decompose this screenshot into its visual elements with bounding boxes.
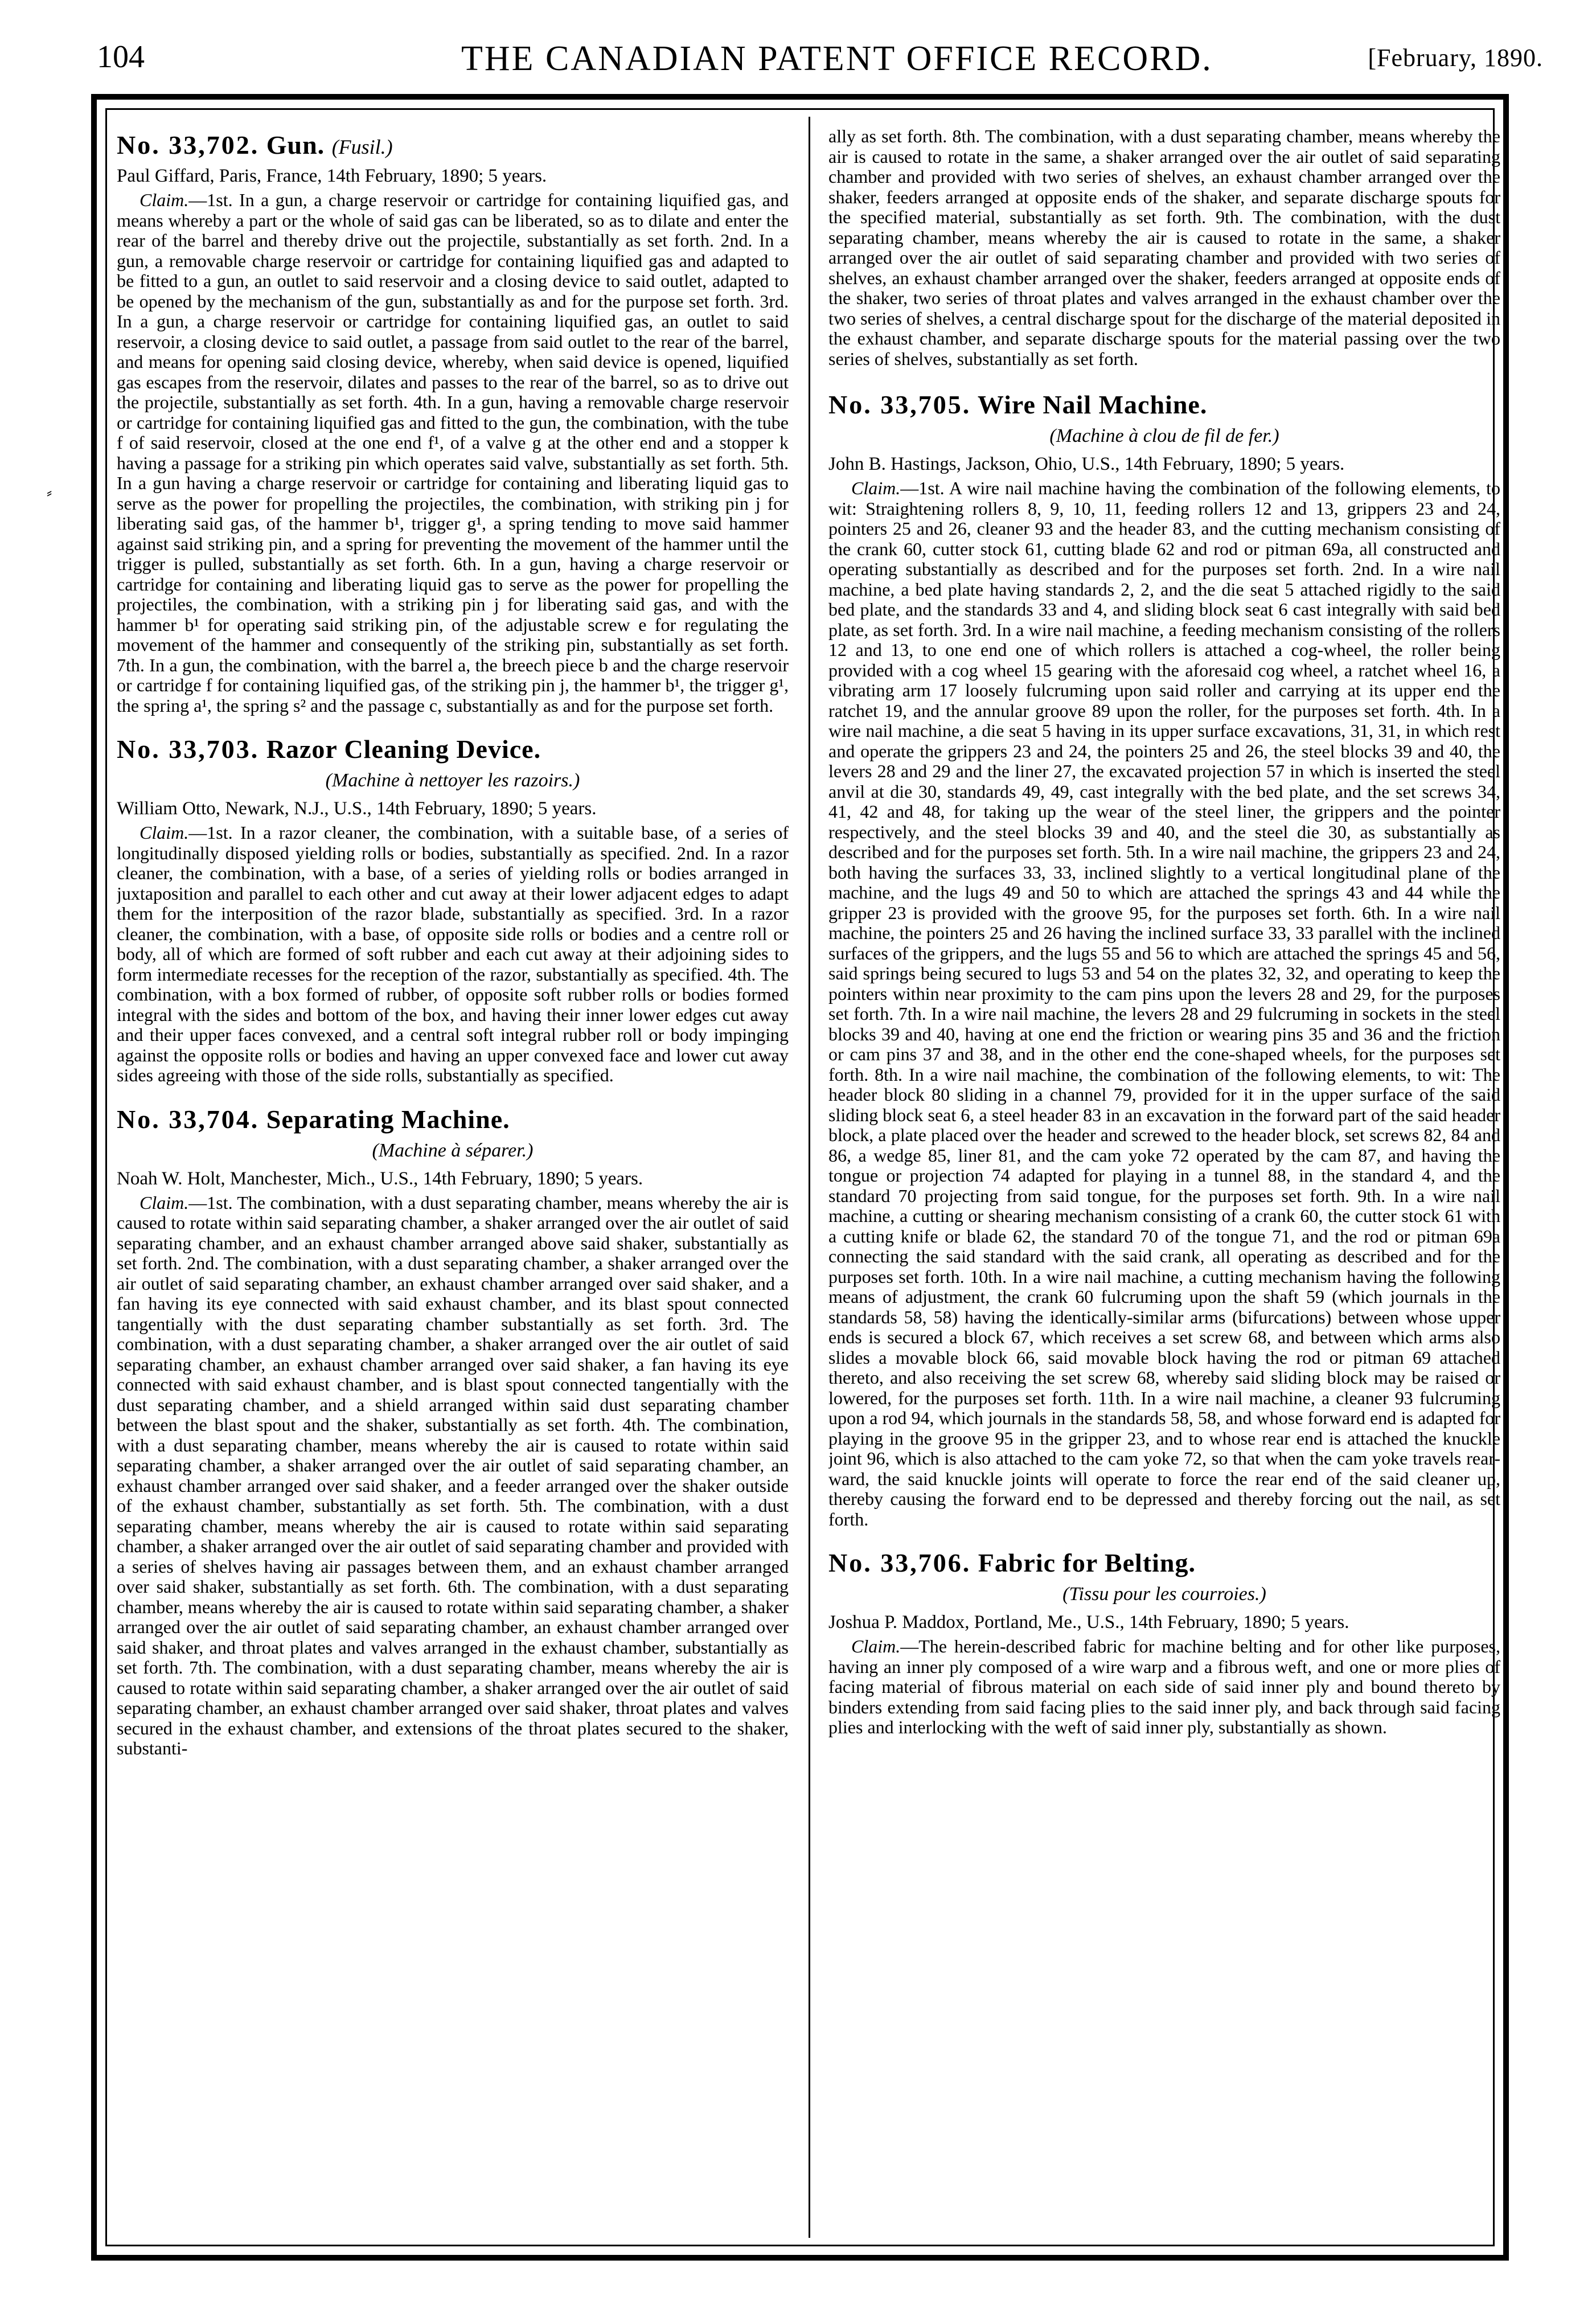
margin-mark: ⸗ <box>47 483 52 502</box>
patent-inventor: John B. Hastings, Jackson, Ohio, U.S., 14th February, 1890; 5 years. <box>828 454 1345 474</box>
claim-text: —The herein-described fabric for machine belting and for other like purposes, having an inner ply composed of a wire warp and a fibrous weft, and one or more plies of facing material of fibrous material on each side of said inner ply and bound thereto by binders extending from said facing plies to the said inner ply, and back through said facing plies and interlocking with the weft of said inner ply, substantially as shown. <box>828 1636 1500 1737</box>
patent-title: Wire Nail Machine. <box>977 390 1208 419</box>
patent-claims <box>117 190 789 716</box>
patent-entry-33703 <box>117 734 789 1086</box>
patent-title: Separating Machine. <box>266 1104 510 1134</box>
patent-french-title: (Machine à clou de fil de fer.) <box>1049 425 1279 446</box>
patent-33704-continuation: ally as set forth. 8th. The combination, with a dust separating chamber, means whereby the air is caused to rotate in the same, a shaker arranged over the air outlet of said separating chamber and provided with two series of shelves, an exhaust chamber arranged over the shaker, feeders arranged at opposite ends of the shaker, and separate discharge spouts for the specified material, substantially as set forth. 9th. The combination, with the dust separating chamber, means whereby the air is caused to rotate in the same, a shaker arranged over the air outlet of said separating chamber and provided with two series of shelves, an exhaust chamber arranged over the shaker, feeders arranged at opposite ends of the shaker, two series of throat plates and valves arranged in the exhaust chamber over the two series of shelves, a central discharge spout for the discharge of the material deposited in the exhaust chamber, and separate discharge spouts for the material passing over the two series of shelves, substantially as set forth. <box>828 126 1500 369</box>
patent-french-title: (Machine à séparer.) <box>372 1139 534 1161</box>
patent-inventor: Paul Giffard, Paris, France, 14th February, 1890; 5 years. <box>117 166 547 186</box>
claim-label: Claim. <box>140 822 189 843</box>
patent-claims <box>117 1193 789 1759</box>
patent-number: No. 33,703. <box>117 735 260 764</box>
claim-text: —1st. In a razor cleaner, the combination, with a suitable base, of a series of longitudinally disposed yielding rolls or bodies, substantially as specified. 2nd. In a razor cleaner, the combination, with a base, of a series of yielding rolls or bodies arranged in juxtaposition and parallel to each other and cut away at their lower adjacent edges to adapt them for the interposition of the razor blade, substantially as specified. 3rd. In a razor cleaner, the combination, with a base, of opposite side rolls or bodies and a centre roll or body, all of which are formed of soft rubber and each cut away at their adjoining sides to form intermediate recesses for the reception of the razor, substantially as specified. 4th. The combination, with a box formed of rubber, of opposite soft rubber rolls or bodies formed integral with the sides and bottom of the box, and having their inner lower edges cut away and their upper faces convexed, and a central soft integral rubber roll or body impinging against the opposite rolls or bodies and having an upper convexed face and lower cut away sides agreeing with those of the side rolls, substantially as specified. <box>117 822 789 1085</box>
claim-text: —1st. A wire nail machine having the combination of the following elements, to wit: Straightening rollers 8, 9, 10, 11, feeding rollers 12 and 13, grippers 23 and 24, pointers 25 and 26, cleaner 93 and the header 83, and the cutting mechanism consisting of the crank 60, cutter stock 61, cutting blade 62 and rod or pitman 69a, all constructed and operating substantially as described and for the purposes set forth. 2nd. In a wire nail machine, a bed plate having standards 2, 2, and the die seat 5 attached rigidly to the said bed plate, and the standards 33 and 4, and sliding block seat 6 cast integrally with said bed plate, as set forth. 3rd. In a wire nail machine, a feeding mechanism consisting of the rollers 12 and 13, to one end one of which rollers is attached a cog-wheel, the roller being provided with a cog wheel 15 gearing with the aforesaid cog wheel, a ratchet wheel 16, a vibrating arm 17 loosely fulcruming upon said roller and carrying at its upper end the ratchet 19, and the annular groove 89 upon the roller, for the purposes set forth. 4th. In a wire nail machine, a die seat 5 having in its upper surface excavations, 31, 31, in which rest and operate the grippers 23 and 24, the pointers 25 and 26, the steel blocks 39 and 40, the levers 28 and 29 and the liner 27, the excavated projection 57 in which is inserted the steel anvil at die 30, standards 49, 49, cast integrally with the bed plate, and the set screws 34, 41, 42 and 48, for taking up the wear of the steel liner, the grippers and the pointer respectively, and the steel blocks 39 and 40, and the steel die 30, as substantially as described and for the purposes set forth. 5th. In a wire nail machine, the grippers 23 and 24, both having the surfaces 33, 33, inclined slightly to a vertical longitudinal plane of the machine, and the lugs 49 and 50 to which are attached the springs 43 and 44 while the gripper 23 is provided with the groove 95, for the purposes set forth. 6th. In a wire nail machine, the pointers 25 and 26 having the inclined surface 33, 33 parallel with the inclined surfaces of the grippers, and the lugs 55 and 56 to which are attached the springs 45 and 56, said springs being secured to lugs 53 and 54 on the plates 32, 32, and operating to keep the pointers within near proximity to the cam pins upon the levers 28 and 29, for the purposes set forth. 7th. In a wire nail machine, the levers 28 and 29 fulcruming in sockets in the steel blocks 39 and 40, having at one end the friction or wearing pins 35 and 36 and the friction or cam pins 37 and 38, and in the other end the cone-shaped wheels, for the purposes set forth. 8th. In a wire nail machine, the combination of the following elements, to wit: The header block 80 sliding in a channel 79, provided for it in the upper surface of the said sliding block seat 6, a steel header 83 in an excavation in the forward part of the said header block, a plate placed over the header and screwed to the header block, set screws 82, 84 and 86, a wedge 85, liner 81, and the cam yoke 72 operated by the cam 87, and having the tongue or projection 74 adapted for playing in a tunnel 88, in the standard 4, and the standard 70 projecting from said tongue, for the purposes set forth. 9th. In a wire nail machine, a cutting or shearing mechanism consisting of a crank 60, the cutter stock 61 with a cutting knife or blade 62, the standard 70 of the tongue 71, and the rod or pitman 69a connecting the said standard with the said crank, all operating as described and for the purposes set forth. 10th. In a wire nail machine, a cutting mechanism having the following means of adjustment, the crank 60 fulcruming upon the shaft 59 (which journals in the standards 58, 58) having the identically-similar arms (bifurcations) between whose upper ends is secured a block 67, which receives a set screw 68, and between which arms also slides a movable block 66, said movable block having the rod or pitman 69 attached thereto, and also receiving the set screw 68, whereby said sliding block may be raised or lowered, for the purposes set forth. 11th. In a wire nail machine, a cleaner 93 fulcruming upon a rod 94, which journals in the standards 58, 58, and whose forward end is adapted for playing in the groove 95 in the gripper 23, and to whose rear end is attached the knuckle joint 96, which is also attached to the cam yoke 72, so that when the cam yoke travels rear-ward, the said knuckle joints will operate to force the rear end of the said cleaner up, thereby causing the forward end to be depressed and thereby forcing out the nail, as set forth. <box>828 478 1500 1529</box>
patent-heading <box>828 1548 1500 1578</box>
patent-heading <box>117 734 789 764</box>
patent-french-title: (Tissu pour les courroies.) <box>1062 1584 1266 1605</box>
patent-title: Fabric for Belting. <box>978 1548 1196 1577</box>
page-header <box>97 34 1543 80</box>
claim-label: Claim. <box>851 478 901 498</box>
patent-number: No. 33,706. <box>828 1548 971 1577</box>
patent-inventor: William Otto, Newark, N.J., U.S., 14th February, 1890; 5 years. <box>117 798 597 819</box>
left-column <box>117 126 789 2228</box>
issue-date: [February, 1890. <box>1368 44 1543 72</box>
patent-number: No. 33,705. <box>828 390 971 419</box>
patent-french-title: (Machine à nettoyer les razoirs.) <box>325 770 580 791</box>
journal-title: THE CANADIAN PATENT OFFICE RECORD. <box>461 39 1213 78</box>
claim-text: —1st. In a gun, a charge reservoir or cartridge for containing liquified gas, and means whereby a part or the whole of said gas can be liberated, so as to dilate and enter the rear of the barrel and thereby drive out the projectile, substantially as set forth. 2nd. In a gun, a removable charge reservoir or cartridge for containing liquified gas and adapted to be fitted to a gun, an outlet to said reservoir and a closing device to said outlet, adapted to be opened by the mechanism of the gun, substantially as and for the purpose set forth. 3rd. In a gun, a charge reservoir or cartridge for containing liquified gas, an outlet to said reservoir, a closing device to said outlet, a passage from said outlet to the rear of the barrel, and means for opening said closing device, whereby, when said device is opened, liquified gas escapes from the reservoir, dilates and passes to the rear of the barrel, so as to drive out the projectile, substantially as set forth. 4th. In a gun, having a removable charge reservoir or cartridge for containing liquified gas and fitted to the gun, the combination, with the tube f of said reservoir, closed at the one end f¹, of a valve g at the other end and a stopper k having a passage for a striking pin which operates said valve, substantially as set forth. 5th. In a gun having a charge reservoir or cartridge for containing and liberating liquid gas to serve as the power for propelling the projectiles, the combination, with striking pin j for liberating said gas, of the hammer b¹, trigger g¹, a spring tending to move said hammer against said striking pin, and a spring for preventing the movement of the hammer until the trigger is pulled, substantially as set forth. 6th. In a gun, having a charge reservoir or cartridge for containing and liberating liquid gas to serve as the power for propelling the projectiles, the combination, with a striking pin j for liberating said gas, and with the hammer b¹ for operating said striking pin, of the adjustable screw e for regulating the movement of the hammer and consequently of the striking pin, substantially as set forth. 7th. In a gun, the combination, with the barrel a, the breech piece b and the charge reservoir or cartridge f for containing liquified gas, of the striking pin j, the hammer b¹, the trigger g¹, the spring a¹, the spring s² and the passage c, substantially as and for the purpose set forth. <box>117 190 789 716</box>
right-column <box>828 126 1500 2228</box>
patent-inventor: Noah W. Holt, Manchester, Mich., U.S., 14th February, 1890; 5 years. <box>117 1168 643 1189</box>
patent-entry-33705 <box>828 389 1500 1529</box>
patent-entry-33706 <box>828 1548 1500 1738</box>
patent-entry-33702 <box>117 130 789 716</box>
patent-heading <box>828 389 1500 420</box>
patent-heading <box>117 1104 789 1134</box>
patent-number: No. 33,704. <box>117 1104 260 1134</box>
patent-french-title: (Fusil.) <box>331 136 393 158</box>
patent-heading <box>117 130 789 160</box>
patent-title: Gun. <box>266 130 325 159</box>
page-number: 104 <box>97 39 145 75</box>
patent-claims <box>828 478 1500 1529</box>
patent-claims <box>828 1637 1500 1738</box>
claim-label: Claim. <box>851 1636 901 1656</box>
patent-claims <box>117 823 789 1086</box>
patent-title: Razor Cleaning Device. <box>266 735 541 764</box>
claim-label: Claim. <box>140 1192 189 1213</box>
claim-text: —1st. The combination, with a dust separating chamber, means whereby the air is caused to rotate within said separating chamber, a shaker arranged over the air outlet of said separating chamber, and an exhaust chamber arranged above said shaker, substantially as set forth. 2nd. The combination, with a dust separating chamber, a shaker arranged over the air outlet of said separating chamber, an exhaust chamber arranged over said shaker, and a fan having its eye connected with said exhaust chamber, and its blast spout connected tangentially with the dust separating chamber substantially as set forth. 3rd. The combination, with a dust separating chamber, a shaker arranged over the air outlet of said separating chamber, an exhaust chamber arranged over said shaker, a fan having its eye connected with said exhaust chamber, and is blast spout connected tangentially with the dust separating chamber, and a shield arranged within said dust separating chamber between the blast spout and the shaker, substantially as set forth. 4th. The combination, with a dust separating chamber, means whereby the air is caused to rotate within said separating chamber, a shaker arranged over the air outlet of said separating chamber, an exhaust chamber arranged over said shaker, and a feeder arranged over the shaker outside of the exhaust chamber, substantially as set forth. 5th. The combination, with a dust separating chamber, means whereby the air is caused to rotate within said separating chamber, a shaker arranged over the air outlet of said separating chamber and provided with a series of shelves having air passages between them, and an exhaust chamber arranged over said shaker, substantially as set forth. 6th. The combination, with a dust separating chamber, means whereby the air is caused to rotate within said separating chamber, a shaker arranged over the air outlet of said separating chamber, an exhaust chamber arranged over said shaker, and throat plates and valves arranged in the exhaust chamber, substantially as set forth. 7th. The combination, with a dust separating chamber, means whereby the air is caused to rotate within said separating chamber, a shaker arranged over the air outlet of said separating chamber, an exhaust chamber arranged over said shaker, throat plates and valves secured in the exhaust chamber, and extensions of the throat plates secured to the shaker, substanti- <box>117 1192 789 1758</box>
patent-entry-33704 <box>117 1104 789 1759</box>
claim-label: Claim. <box>140 190 189 210</box>
patent-inventor: Joshua P. Maddox, Portland, Me., U.S., 14th February, 1890; 5 years. <box>828 1612 1349 1633</box>
patent-number: No. 33,702. <box>117 130 260 159</box>
column-divider <box>809 117 810 2238</box>
